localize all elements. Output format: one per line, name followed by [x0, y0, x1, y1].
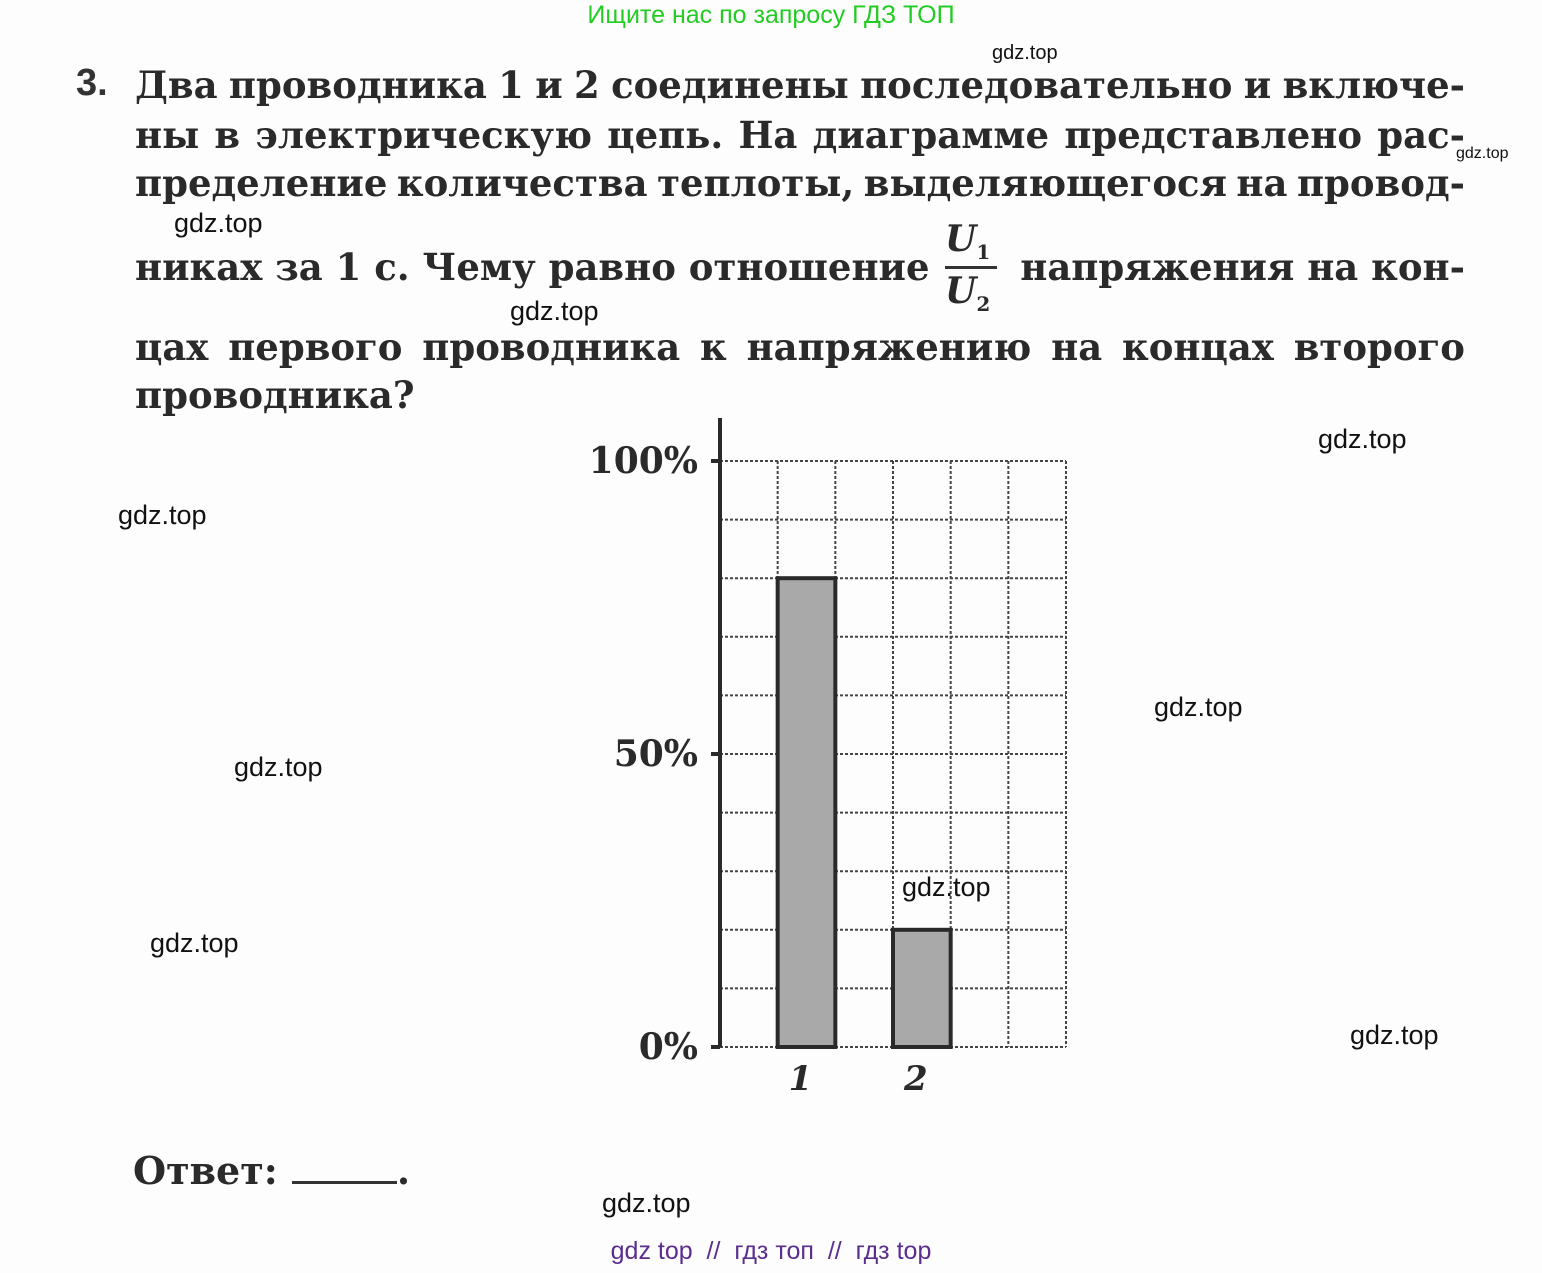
problem-number: 3. [76, 62, 108, 104]
word: выделяющегося [863, 161, 1227, 205]
word: проводника [228, 63, 487, 107]
fraction-denominator-sub: 2 [976, 292, 991, 317]
fraction-numerator-sub: 1 [976, 240, 991, 265]
word: рас- [1377, 113, 1465, 157]
watermark: gdz.top [1318, 424, 1407, 454]
word: цах [135, 325, 209, 369]
y-tick-label: 100% [588, 440, 698, 482]
word: теплоты, [657, 161, 855, 205]
word: и [1243, 63, 1272, 107]
word: Два [135, 63, 218, 107]
problem-text-fragment: напряжения на кон- [1020, 245, 1465, 289]
answer-field[interactable] [133, 1148, 410, 1193]
search-banner: Ищите нас по запросу ГДЗ ТОП [587, 1, 955, 29]
watermark: gdz.top [902, 872, 991, 902]
answer-blank[interactable] [292, 1153, 397, 1184]
watermark: gdz.top [1456, 145, 1509, 162]
word: цепь. [607, 113, 724, 157]
y-tick-label: 50% [613, 733, 698, 775]
word: проводника? [135, 373, 415, 417]
watermark: gdz.top [602, 1188, 691, 1218]
word: диаграмме [812, 113, 1050, 157]
word: на [1236, 161, 1288, 205]
word: На [738, 113, 798, 157]
word: второго [1293, 325, 1465, 369]
word: провод- [1296, 161, 1465, 205]
answer-label: Ответ: [133, 1148, 278, 1193]
word: на [1051, 325, 1103, 369]
word: количества [396, 161, 648, 205]
word: соединены [611, 63, 849, 107]
watermark: gdz.top [118, 500, 207, 530]
word: представлено [1064, 113, 1363, 157]
word: концах [1122, 325, 1274, 369]
footer-links: gdz top // гдз топ // гдз top [610, 1237, 932, 1265]
watermark: gdz.top [150, 928, 239, 958]
bar-conductor-1 [778, 578, 836, 1047]
word: ны [135, 113, 200, 157]
watermark: gdz.top [1154, 692, 1243, 722]
answer-dot: . [396, 1148, 411, 1193]
word: электрическую [255, 113, 593, 157]
watermark: gdz.top [992, 42, 1058, 64]
word: пределение [135, 161, 388, 205]
watermark: gdz.top [234, 752, 323, 782]
word: включе- [1282, 63, 1465, 107]
word: к [700, 325, 727, 369]
x-tick-label: 2 [903, 1059, 928, 1099]
word: и [535, 63, 563, 107]
y-tick-label: 0% [638, 1026, 698, 1068]
word: первого [228, 325, 403, 369]
word: последовательно [860, 63, 1233, 107]
watermark: gdz.top [510, 296, 599, 326]
word: 2 [574, 63, 600, 107]
fraction-denominator: U [945, 270, 977, 312]
watermark: gdz.top [174, 208, 263, 238]
word: в [214, 113, 241, 157]
problem-text-fragment: никах за 1 с. Чему равно отношение [135, 245, 930, 289]
fraction-numerator: U [945, 218, 977, 260]
watermark: gdz.top [1350, 1020, 1439, 1050]
bar-conductor-2 [893, 930, 951, 1047]
word: проводника [422, 325, 681, 369]
word: 1 [498, 63, 524, 107]
word: напряжению [746, 325, 1032, 369]
x-tick-label: 1 [788, 1059, 813, 1099]
